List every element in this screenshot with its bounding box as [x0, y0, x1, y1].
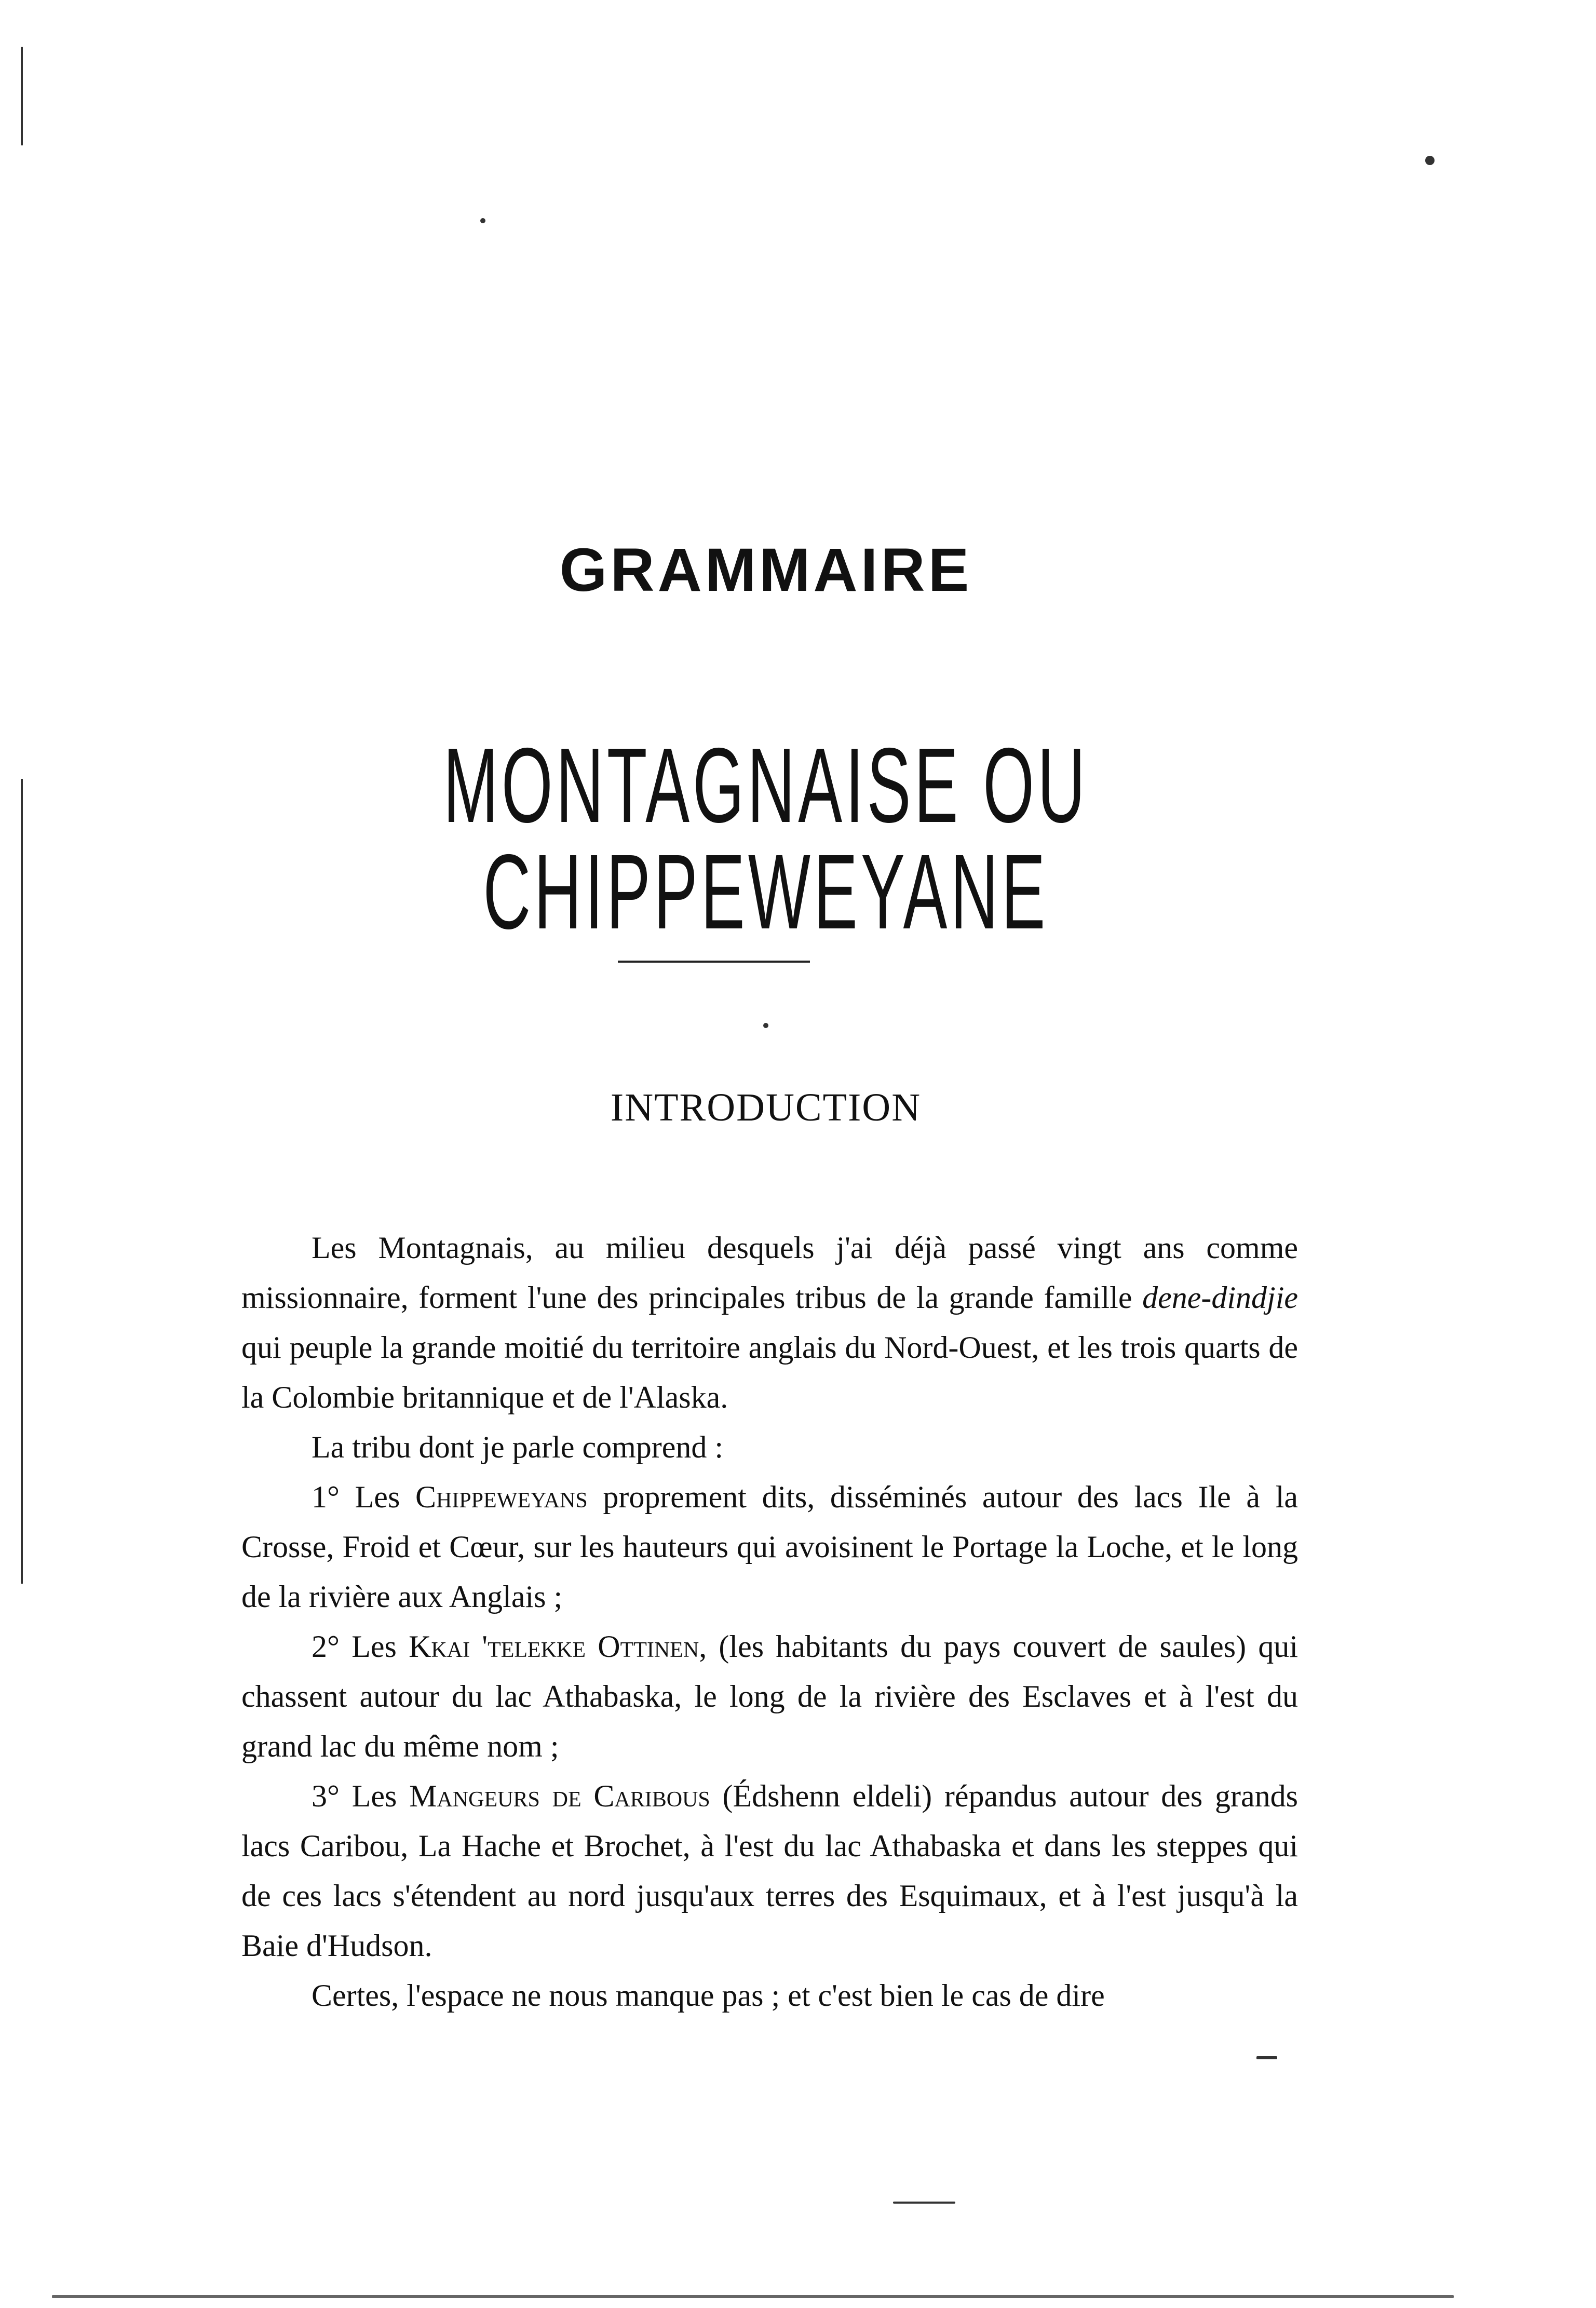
- title-line-2: MONTAGNAISE OU CHIPPEWEYANE: [443, 726, 1089, 951]
- paragraph-4-text-a: 2° Les: [312, 1629, 409, 1664]
- section-heading: INTRODUCTION: [610, 1086, 922, 1129]
- scan-speck: [52, 2295, 1454, 2298]
- title-divider: [618, 961, 810, 963]
- paragraph-4-tribe-name: Kkai 'telekke Ottinen: [409, 1629, 699, 1664]
- paragraph-3-tribe-name: Chippeweyans: [415, 1480, 588, 1514]
- paragraph-5-text-c: (Édshenn eldeli) répandus autour des grands lacs Caribou, La Hache et Brochet, à l'est du lac Athabaska et dans les steppes qui de ces lacs s'étendent au nord jusqu'aux terres des Esquimaux, et à l'est jusqu'à la Baie d'Hudson.: [241, 1779, 1299, 1963]
- margin-mark-top: [21, 47, 23, 145]
- paragraph-3-text-c: proprement dits, disséminés autour des lacs Ile à la Crosse, Froid et Cœur, sur les hauteurs qui avoisinent le Portage la Loche, et le long de la rivière aux Anglais ;: [241, 1480, 1299, 1614]
- paragraph-1-text-c: qui peuple la grande moitié du territoire anglais du Nord-Ouest, et les trois quarts de la Colombie britannique et de l'Alaska.: [241, 1330, 1298, 1414]
- paragraph-4: [241, 1622, 1298, 1771]
- paragraph-5-text-a: 3° Les: [312, 1779, 410, 1813]
- paragraph-1: [241, 1223, 1298, 1422]
- paragraph-6: Certes, l'espace ne nous manque pas ; et c'est bien le cas de dire: [312, 1978, 1105, 2013]
- paragraph-3-text-a: 1° Les: [312, 1480, 415, 1514]
- scan-speck: [893, 2202, 955, 2204]
- margin-mark-left: [21, 779, 23, 1584]
- paragraph-5-tribe-name: Mangeurs de Caribous: [409, 1779, 710, 1813]
- paragraph-1-italic-term: dene-dindjie: [1142, 1280, 1298, 1315]
- scan-speck: [1256, 2056, 1277, 2059]
- paragraph-5: [241, 1771, 1298, 1970]
- scan-speck: [1425, 156, 1435, 165]
- scan-speck: [480, 218, 485, 223]
- paragraph-4-text-c: , (les habitants du pays couvert de saules) qui chassent autour du lac Athabaska, le long de la rivière des Esclaves et à l'est du grand lac du même nom ;: [241, 1629, 1299, 1763]
- paragraph-3: [241, 1472, 1298, 1622]
- body-text: [241, 1223, 1298, 2020]
- paragraph-2: La tribu dont je parle comprend :: [312, 1430, 724, 1464]
- paragraph-1-text-a: Les Montagnais, au milieu desquels j'ai déjà passé vingt ans comme missionnaire, forment l'une des principales tribus de la grande famille: [241, 1231, 1298, 1315]
- title-line-1: GRAMMAIRE: [559, 536, 972, 604]
- scan-speck: [763, 1023, 768, 1028]
